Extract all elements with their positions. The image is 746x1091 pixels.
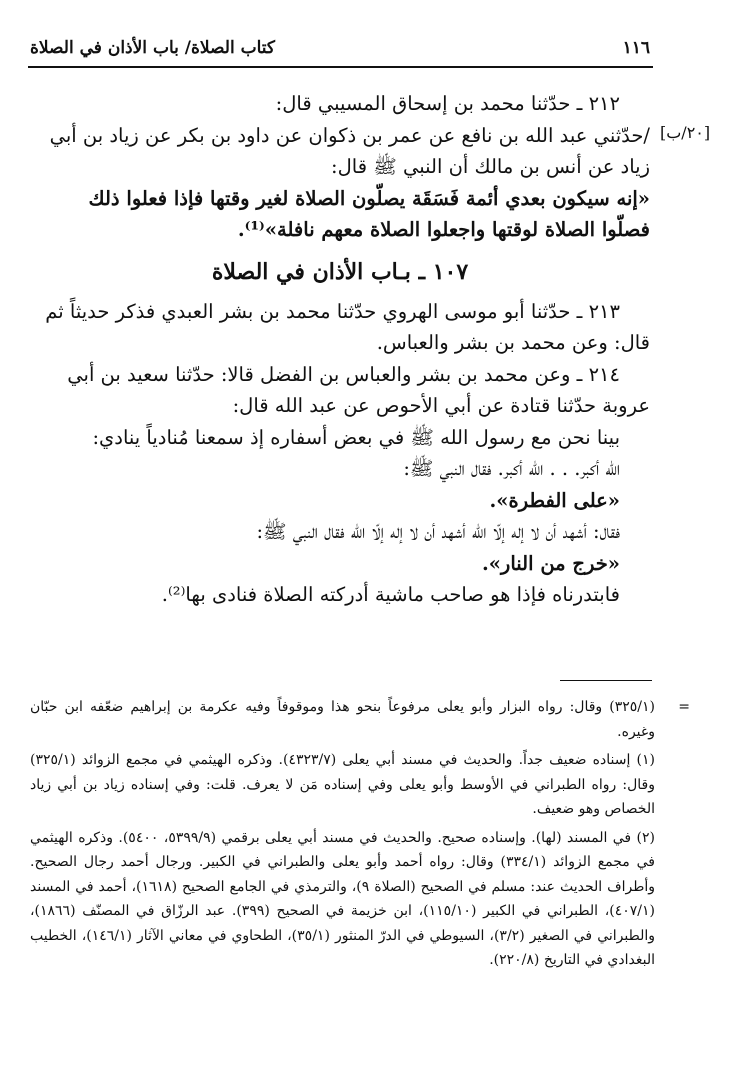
hadith-214-quote: «خرج من النار». — [481, 551, 620, 575]
main-text — [30, 88, 650, 611]
hadith-212-intro: ٢١٢ ـ حدّثنا محمد بن إسحاق المسيبي قال: — [275, 92, 620, 115]
hadith-212-text-line: فصلّوا الصلاة لوقتها واجعلوا الصلاة معهم نافلة»⁽¹⁾. — [237, 218, 650, 241]
footnote-rule — [560, 680, 652, 681]
hadith-212-chain-line: /حدّثني عبد الله بن نافع عن عمر بن ذكوان عن داود بن بكر عن زياد بن أبي — [49, 123, 650, 147]
hadith-214-line: ٢١٤ ـ وعن محمد بن بشر والعباس بن الفضل قالا: حدّثنا سعيد بن أبي — [67, 362, 620, 386]
page-number: ١١٦ — [622, 38, 650, 58]
hadith-213-line: ٢١٣ ـ حدّثنا أبو موسى الهروي حدّثنا محمد بن بشر العبدي فذكر حديثاً ثم — [45, 299, 620, 323]
footnote-continuation-text: (٣٢٥/١) وقال: رواه البزار وأبو يعلى مرفوعاً بنحو هذا وموقوفاً وفيه عكرمة بن إبراهيم ضعّفه ابن حبّان وغيره. — [30, 699, 655, 740]
hadith-214-line: فابتدرناه فإذا هو صاحب ماشية أدركته الصلاة فنادى بها⁽²⁾. — [161, 583, 620, 606]
page-header — [30, 38, 650, 66]
manuscript-folio-marker: [٢٠/ب] — [660, 123, 711, 142]
hadith-214-line: الله أكبر. . . الله أكبر. فقال النبي ﷺ: — [403, 457, 620, 480]
hadith-214-quote: «على الفطرة». — [489, 488, 620, 512]
hadith-214-line: عروبة حدّثنا قتادة عن أبي الأحوص عن عبد الله قال: — [232, 394, 650, 417]
hadith-214-line: بينا نحن مع رسول الله ﷺ في بعض أسفاره إذ سمعنا مُنادياً ينادي: — [92, 425, 620, 449]
footnote-continuation — [30, 695, 690, 744]
footnote-2: (٢) في المسند (لها). وإسناده صحيح. والحديث في مسند أبي يعلى برقمي (٥٣٩٩/٩، ٥٤٠٠). وذكره الهيثمي في مجمع الزوائد (٣٣٤/١) وقال: رواه أحمد وأبو يعلى والطبراني في الكبير. ورجال أحمد رجال الصحيح. وأطراف الحديث عند: مسلم في الصحيح (الصلاة ٩)، والترمذي في الجامع الصحيح (١٦١٨)، أحمد في المسند (٤٠٧/١)، الطبراني في الكبير (١١٥/١٠)، ابن خزيمة في الصحيح (٣٩٩). عبد الرزّاق في المصنّف (١٨٦٦)، والطبراني في الصغير (٣/٢)، السيوطي في الدرّ المنثور (٣٥/١)، الطحاوي في معاني الآثار (١٤٦/١)، الخطيب البغدادي في التاريخ (٢٢٠/٨). — [30, 829, 656, 968]
continuation-mark: = — [678, 699, 690, 715]
chapter-title: ١٠٧ ـ بـاب الأذان في الصلاة — [211, 258, 469, 285]
hadith-213-line: قال: وعن محمد بن بشر والعباس. — [376, 331, 650, 354]
hadith-212-text-line: «إنه سيكون بعدي أئمة فَسَقَة يصلّون الصلاة لغير وقتها فإذا فعلوا ذلك — [88, 186, 650, 210]
footnotes — [30, 695, 690, 977]
hadith-212-chain-line: زياد عن أنس بن مالك أن النبي ﷺ قال: — [331, 155, 650, 178]
hadith-214-line: فقال: أشهد أن لا إله إلّا الله أشهد أن لا إله إلّا الله فقال النبي ﷺ: — [256, 520, 620, 543]
footnote-1: (١) إسناده ضعيف جداً. والحديث في مسند أبي يعلى (٤٣٢٣/٧). وذكره الهيثمي في مجمع الزوائد (٣٢٥/١) وقال: رواه الطبراني في الأوسط وأبو يعلى وفي إسناده مَن لا يعرف. قلت: وفي إسناده زياد بن أبي زياد الخصاص وهو ضعيف. — [30, 752, 655, 817]
running-title: كتاب الصلاة/ باب الأذان في الصلاة — [30, 38, 276, 58]
header-rule — [28, 66, 653, 68]
